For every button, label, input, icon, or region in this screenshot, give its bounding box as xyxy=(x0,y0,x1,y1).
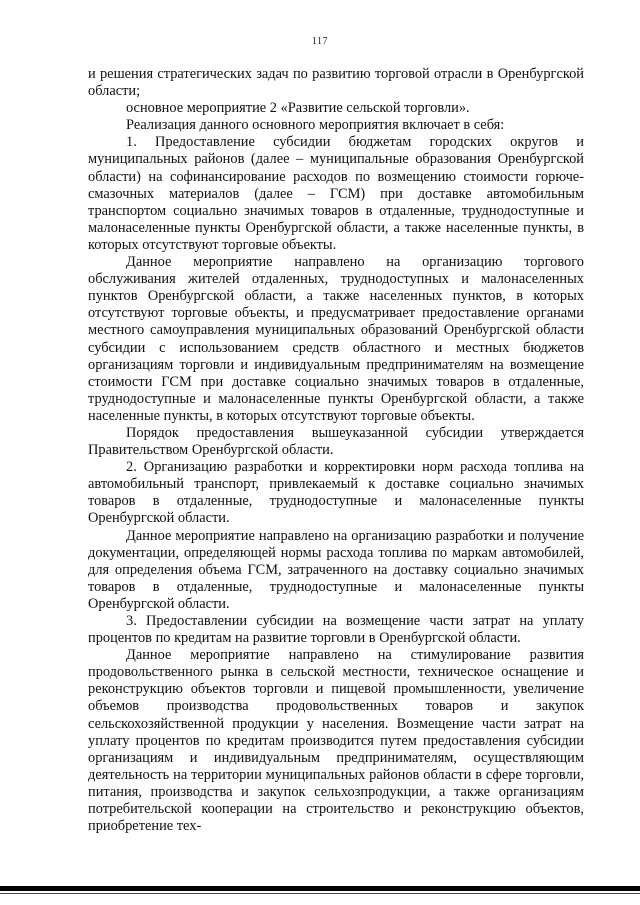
paragraph-item-2-fuel-norms: 2. Организацию разработки и корректировки норм расхода топлива на автомобильный транспорт, привлекаемый к доставке социально значимых товаров в отдаленные, труднодоступные и малонаселенные пункты Оренбургской области. xyxy=(88,459,584,527)
paragraph-subsidy-procedure: Порядок предоставления вышеуказанной субсидии утверждается Правительством Оренбургской области. xyxy=(88,424,584,459)
paragraph-continuation: и решения стратегических задач по развитию торговой отрасли в Оренбургской области; xyxy=(88,66,584,100)
page-number: 117 xyxy=(311,36,329,47)
bottom-border-thin xyxy=(0,893,640,894)
bottom-border-thick xyxy=(0,886,640,891)
paragraph-item-1-purpose: Данное мероприятие направлено на организацию торгового обслуживания жителей отдаленных, труднодоступных и малонаселенных пунктов Оренбургской области, а также населенных пунктов, в которых отсутствуют торговые объекты, и предусматривает предоставление органами местного самоуправления муниципальных образований Оренбургской области субсидии с использованием средств областного и местных бюджетов организациям торговли и индивидуальным предпринимателям на возмещение стоимости ГСМ при доставке социально значимых товаров в отдаленные, труднодоступные и малонаселенные пункты Оренбургской области, а также населенные пункты, в которых отсутствуют торговые объекты. xyxy=(88,254,584,424)
paragraph-main-activity-2: основное мероприятие 2 «Развитие сельской торговли». xyxy=(126,100,470,117)
paragraph-item-3-interest-subsidy: 3. Предоставлении субсидии на возмещение части затрат на уплату процентов по кредитам на развитие торговли в Оренбургской области. xyxy=(88,613,584,647)
document-body xyxy=(88,66,584,835)
paragraph-implementation-intro: Реализация данного основного мероприятия включает в себя: xyxy=(126,117,505,134)
paragraph-item-1-subsidy: 1. Предоставление субсидии бюджетам городских округов и муниципальных районов (далее – муниципальные образования Оренбургской области) на софинансирование расходов по возмещению стоимости горюче-смазочных материалов (далее – ГСМ) при доставке автомобильным транспортом социально значимых товаров в отдаленные, труднодоступные и малонаселенные пункты Оренбургской области, а также населенные пункты, в которых отсутствуют торговые объекты. xyxy=(88,134,584,253)
paragraph-item-3-purpose: Данное мероприятие направлено на стимулирование развития продовольственного рынка в сельской местности, техническое оснащение и реконструкцию объектов торговли и пищевой промышленности, увеличение объемов производства продовольственных товаров и закупок сельскохозяйственной продукции у населения. Возмещение части затрат на уплату процентов по кредитам производится путем предоставления субсидии организациям и индивидуальным предпринимателям, осуществляющим деятельность на территории муниципальных районов области в сфере торговли, питания, производства и закупок сельхозпродукции, а также организациям потребительской кооперации на строительство и реконструкцию объектов, приобретение тех- xyxy=(88,647,584,835)
paragraph-item-2-purpose: Данное мероприятие направлено на организацию разработки и получение документации, определяющей нормы расхода топлива по маркам автомобилей, для определения объема ГСМ, затраченного на доставку социально значимых товаров в отдаленные, труднодоступные и малонаселенные пункты Оренбургской области. xyxy=(88,527,584,612)
